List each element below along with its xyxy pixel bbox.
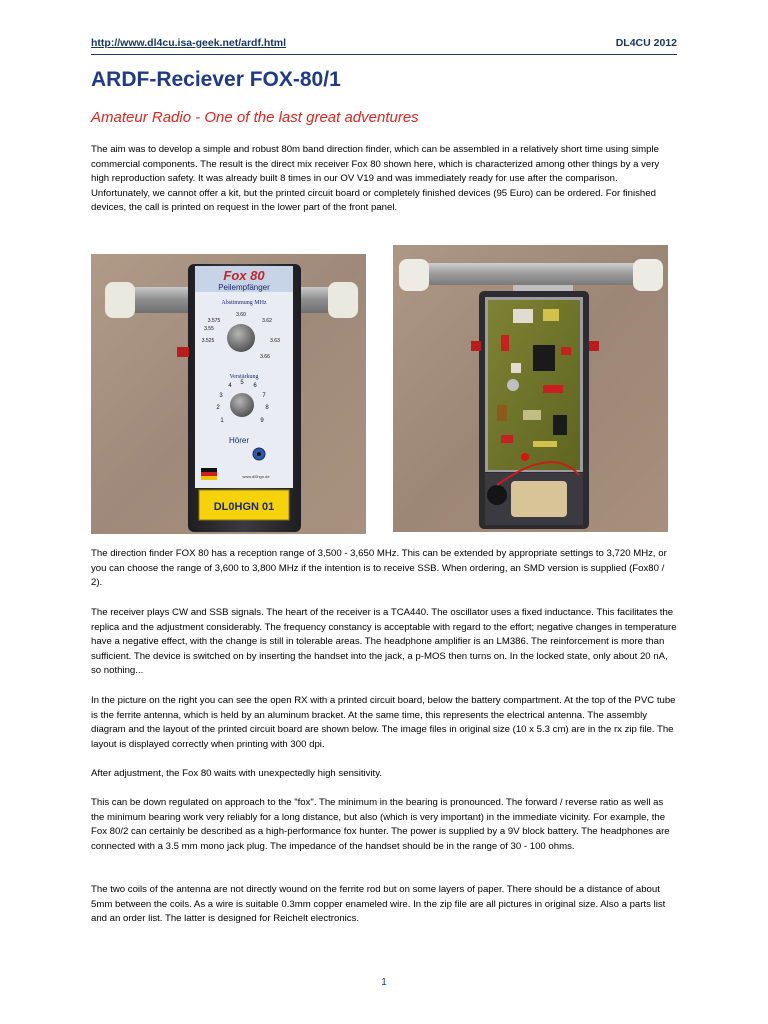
tuning-tick: 3.525 xyxy=(201,338,215,344)
gain-tick: 6 xyxy=(253,383,257,389)
gain-tick: 3 xyxy=(219,393,223,399)
panel-title-text: Fox 80 xyxy=(223,268,265,283)
gain-label-text: Verstärkung xyxy=(229,374,259,380)
flag-icon xyxy=(201,468,217,472)
gain-tick: 4 xyxy=(228,383,232,389)
photo-fox80-open xyxy=(393,245,668,532)
photo-fox80-front-drawing xyxy=(91,254,366,534)
ic-chip-icon xyxy=(533,345,555,371)
header-author-year: DL4CU 2012 xyxy=(615,37,677,49)
paragraph-intro: The aim was to develop a simple and robust 80m band direction finder, which can be assembled in a relatively short time using simple commercial components. The result is the direct mix receiver Fox 80 shown here, which is characterized among other things by a very high reproduction safety. It was already built 8 times in our OV V19 and was immediately ready for use after the comparison. Unfortunately, we cannot offer a kit, but the printed circuit board or completely finished devices (95 Euro) can be ordered. For finished devices, the call is printed on request in the lower part of the front panel. xyxy=(91,144,660,214)
tuning-tick: 3.62 xyxy=(262,318,272,324)
page-subtitle: Amateur Radio - One of the last great adventures xyxy=(91,109,419,126)
tuning-tick: 3.575 xyxy=(207,318,221,324)
call-sign-text: DL0HGN 01 xyxy=(213,501,275,513)
photo-fox80-front xyxy=(91,254,366,534)
battery-clip-icon xyxy=(487,485,507,505)
paragraph-reception-range: The direction finder FOX 80 has a reception range of 3,500 - 3,650 MHz. This can be extended by appropriate settings to 3,720 MHz, or you can choose the range of 3,600 to 3,800 MHz if the intention is to receive SSB. When ordering, an SMD version is supplied (Fox80 / 2). xyxy=(91,548,667,589)
foam-pad xyxy=(511,481,567,517)
page-number: 1 xyxy=(381,977,387,988)
paragraph-picture: In the picture on the right you can see the open RX with a printed circuit board, below the battery compartment. At the top of the PVC tube is the ferrite antenna, which is held by an aluminum bracket. At the same time, this represents the electrical antenna. The assembly diagram and the layout of the printed circuit board are shown below. The image files in original size (10 x 5.3 cm) are in the rx zip file. The layout is displayed correctly when printing with 300 dpi. xyxy=(91,695,676,750)
gain-tick: 5 xyxy=(240,380,244,386)
gain-knob-icon xyxy=(230,393,254,417)
tuning-tick: 3.60 xyxy=(236,312,246,318)
tuning-tick: 3.55 xyxy=(204,326,214,332)
switch-icon xyxy=(177,347,189,357)
jack-label-text: Hörer xyxy=(228,436,250,445)
header-url-link[interactable]: http://www.dl4cu.isa-geek.net/ardf.html xyxy=(91,37,287,49)
photo-fox80-open-drawing xyxy=(393,245,668,532)
gain-tick: 1 xyxy=(220,418,224,424)
gain-tick: 9 xyxy=(260,418,264,424)
gain-tick: 8 xyxy=(265,405,269,411)
switch-icon xyxy=(471,341,481,351)
tuning-tick: 3.63 xyxy=(270,338,280,344)
switch-icon xyxy=(589,341,599,351)
paragraph-coils: The two coils of the antenna are not directly wound on the ferrite rod but on some layers of paper. There should be a distance of about 5mm between the coils. As a wire is suitable 0.3mm copper enameled wire. In the zip file are all pictures in original size. Also a parts list and an order list. The latter is designed for Reichelt electronics. xyxy=(91,884,666,925)
paragraph-sensitivity: After adjustment, the Fox 80 waits with unexpectedly high sensitivity. xyxy=(91,768,382,779)
gain-tick: 2 xyxy=(216,405,220,411)
paragraph-receiver: The receiver plays CW and SSB signals. The heart of the receiver is a TCA440. The oscillator uses a fixed inductance. This facilitates the replica and the adjustment considerably. The frequency constancy is acceptable with regard to the effort; negative changes in temperature have a negative effect, with the change is still in tolerable areas. The headphone amplifier is an LM386. The reinforcement is more than sufficient. The device is switched on by inserting the handset into the jack, a p-MOS then turns on. In the locked state, only about 20 nA, so nothing... xyxy=(91,607,677,677)
paragraph-regulation: This can be down regulated on approach to the "fox". The minimum in the bearing is pronounced. The forward / reverse ratio as well as the minimum bearing work very reliably for a long distance, but also (which is very important) in the immediate vicinity. For example, the Fox 80/2 can certainly be described as a high-performance fox hunter. The power is supplied by a 9V block battery. The headphones are connected with a 3.5 mm mono jack plug. The impedance of the handset should be in the range of 30 - 100 ohms. xyxy=(91,797,670,852)
tuning-knob-icon xyxy=(227,324,255,352)
page-header xyxy=(91,36,677,55)
tuning-tick: 3.66 xyxy=(260,354,270,360)
tuning-label-text: Abstimmung MHz xyxy=(221,300,267,306)
gain-tick: 7 xyxy=(262,393,266,399)
page-title: ARDF-Reciever FOX-80/1 xyxy=(91,68,341,91)
site-label-text: www.dl0hgn.de xyxy=(242,474,270,479)
panel-subtitle-text: Peilempfänger xyxy=(218,283,270,292)
